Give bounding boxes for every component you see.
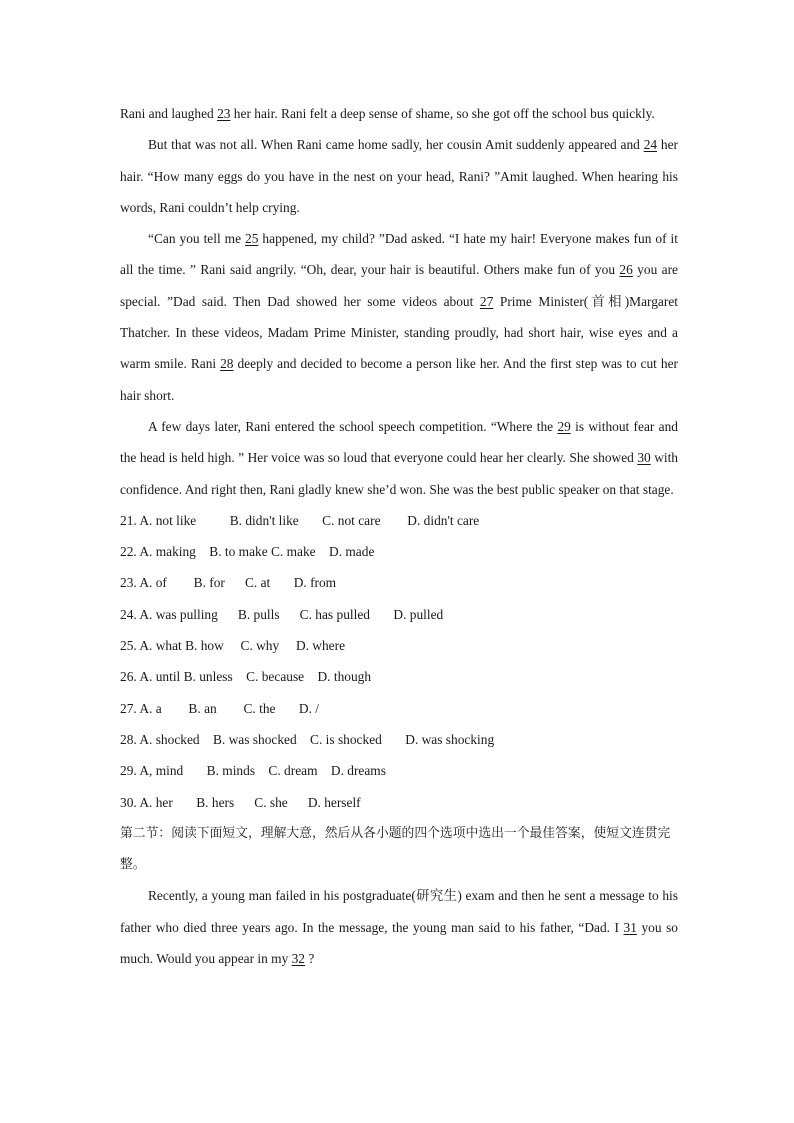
blank-number: 31 <box>623 919 637 935</box>
question-22: 22. A. making B. to make C. make D. made <box>120 544 375 560</box>
blank-number: 32 <box>291 951 305 967</box>
passage-text: her hair. Rani felt a deep sense of shame, so she got off the school bus quickly. <box>230 106 655 121</box>
question-29: 29. A, mind B. minds C. dream D. dreams <box>120 763 386 779</box>
blank-number: 25 <box>245 231 259 247</box>
passage-text: Prime Minister(首相)Margaret Thatcher. In these videos, Madam Prime Minister, standing proudly, had short hair, wise eyes and a warm smile. Rani <box>120 293 678 372</box>
question-28: 28. A. shocked B. was shocked C. is shocked D. was shocking <box>120 731 495 747</box>
passage-text: happened, my child? ”Dad asked. “I hate my hair! Everyone makes fun of it all the time. ” Rani said angrily. “Oh, dear, your hair is beautiful. Others make fun of you <box>120 231 678 278</box>
passage-text: with confidence. And right then, Rani gladly knew she’d won. She was the best public speaker on that stage. <box>120 450 679 497</box>
question-30: 30. A. her B. hers C. she D. herself <box>120 794 361 810</box>
passage-text: “Can you tell me <box>148 231 246 247</box>
passage-text: is without fear and the head is held high. ” Her voice was so loud that everyone could hear her clearly. She showed <box>120 418 678 466</box>
blank-number: 23 <box>217 106 231 121</box>
blank-number: 27 <box>479 293 494 309</box>
question-24: 24. A. was pulling B. pulls C. has pulled D. pulled <box>120 606 444 622</box>
passage-text: deeply and decided to become a person like her. And the first step was to cut her hair short. <box>120 356 678 403</box>
document-page <box>120 98 678 974</box>
blank-number: 29 <box>557 418 571 434</box>
passage-text: Recently, a young man failed in his postgraduate(研究生) exam and then he sent a message to his father who died three years ago. In the message, the young man said to his father, “Dad. I <box>120 888 678 935</box>
passage1-paragraph-2 <box>120 129 678 223</box>
passage-text: Rani and laughed <box>120 106 218 121</box>
passage-text: her hair. “How many eggs do you have in the nest on your head, Rani? ”Amit laughed. When hearing his words, Rani couldn’t help crying. <box>120 137 678 215</box>
blank-number: 26 <box>619 262 633 278</box>
section-2-instructions: 第二节：阅读下面短文，理解大意，然后从各小题的四个选项中选出一个最佳答案，使短文连贯完整。 <box>120 825 671 873</box>
question-list <box>120 505 678 818</box>
blank-number: 28 <box>220 356 234 372</box>
passage-text: you are special. ”Dad said. Then Dad showed her some videos about <box>120 262 678 309</box>
blank-number: 24 <box>643 137 658 153</box>
question-23: 23. A. of B. for C. at D. from <box>120 575 337 591</box>
passage1-paragraph-3 <box>120 223 678 411</box>
question-25: 25. A. what B. how C. why D. where <box>120 638 346 654</box>
passage1-paragraph-4 <box>120 411 678 505</box>
passage-text: ? <box>305 951 315 967</box>
question-27: 27. A. a B. an C. the D. / <box>120 700 319 716</box>
passage2-paragraph-1 <box>120 880 678 974</box>
passage-text: you so much. Would you appear in my <box>120 919 678 967</box>
passage1-paragraph-1 <box>120 98 678 129</box>
passage-text: But that was not all. When Rani came home sadly, her cousin Amit suddenly appeared and <box>148 137 644 153</box>
question-21: 21. A. not like B. didn't like C. not care D. didn't care <box>120 512 480 528</box>
blank-number: 30 <box>637 450 651 466</box>
question-26: 26. A. until B. unless C. because D. though <box>120 669 372 685</box>
passage-text: A few days later, Rani entered the school speech competition. “Where the <box>148 418 558 434</box>
